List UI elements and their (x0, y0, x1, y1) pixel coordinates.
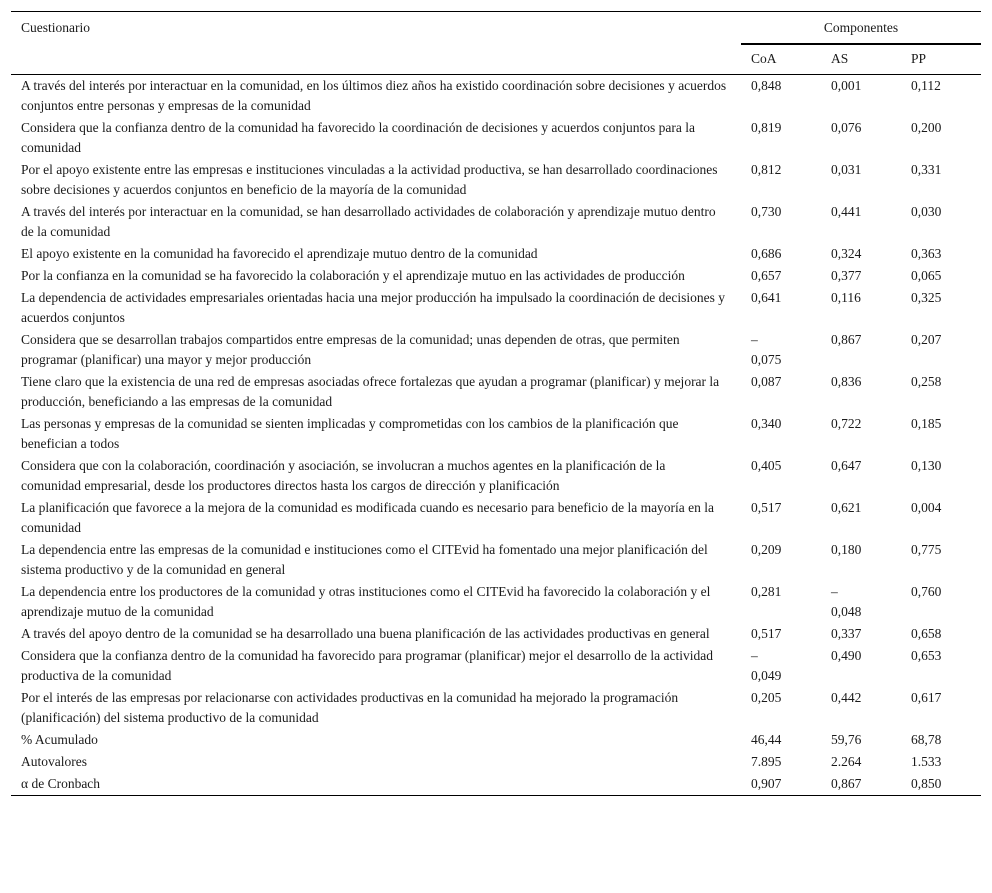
questionnaire-item: A través del apoyo dentro de la comunidad se ha desarrollado una buena planificación de las actividades productivas en general (21, 626, 710, 641)
loading-pp: 68,78 (911, 732, 942, 747)
table-row (11, 371, 981, 413)
loading-pp: 0,258 (911, 374, 942, 389)
questionnaire-item: Considera que con la colaboración, coordinación y asociación, se involucran a muchos agentes en la planificación de la comunidad empresarial, desde los productores directos hasta los cargos de dirección y planificación (21, 458, 666, 493)
questionnaire-item: A través del interés por interactuar en la comunidad, en los últimos diez años ha existido coordinación sobre decisiones y acuerdos conjuntos entre personas y empresas de la comunidad (21, 78, 727, 113)
column-header-as: AS (821, 44, 901, 75)
loading-pp: 0,775 (911, 542, 942, 557)
loading-coa: 0,205 (751, 690, 782, 705)
loading-coa: 7.895 (751, 754, 782, 769)
loading-pp: 0,130 (911, 458, 942, 473)
loading-pp: 0,200 (911, 120, 942, 135)
questionnaire-item: La dependencia entre las empresas de la comunidad e instituciones como el CITEvid ha fomentado una mejor planificación del sistema productivo y de la comunidad en general (21, 542, 708, 577)
loading-as: 0,867 (821, 773, 901, 796)
loading-coa: 0,405 (751, 458, 782, 473)
table-row (11, 117, 981, 159)
questionnaire-item: % Acumulado (21, 732, 98, 747)
loading-as: 0,180 (831, 542, 862, 557)
column-header-pp: PP (901, 44, 981, 75)
table-row (11, 243, 981, 265)
questionnaire-item: La dependencia de actividades empresariales orientadas hacia una mejor producción ha impulsado la coordinación de decisiones y acuerdos conjuntos (21, 290, 725, 325)
questionnaire-item: La dependencia entre los productores de la comunidad y otras instituciones como el CITEvid ha favorecido la colaboración y el aprendizaje mutuo de la comunidad (21, 584, 711, 619)
loading-coa: 0,686 (751, 246, 782, 261)
loading-coa: 0,517 (751, 626, 782, 641)
loading-as: 0,490 (831, 648, 862, 663)
loading-coa: 0,730 (751, 204, 782, 219)
table-row (11, 201, 981, 243)
loading-as: 0,337 (831, 626, 862, 641)
loading-pp: 1.533 (911, 754, 942, 769)
table-row (11, 581, 981, 623)
loading-as: 0,722 (831, 416, 862, 431)
loading-coa: 0,209 (751, 542, 782, 557)
loading-coa: 0,641 (751, 290, 782, 305)
loading-coa: 0,907 (741, 773, 821, 796)
loading-coa: 0,340 (751, 416, 782, 431)
loading-pp: 0,207 (911, 332, 942, 347)
loading-pp: 0,065 (911, 268, 942, 283)
loading-as: 0,867 (831, 332, 862, 347)
table-row (11, 455, 981, 497)
table-row (11, 287, 981, 329)
loading-as: 0,621 (831, 500, 862, 515)
table-row (11, 75, 981, 118)
column-header-coa: CoA (741, 44, 821, 75)
loading-pp: 0,185 (911, 416, 942, 431)
loading-coa: 46,44 (751, 732, 782, 747)
loading-pp: 0,363 (911, 246, 942, 261)
loading-pp: 0,653 (911, 648, 942, 663)
loading-coa: 0,657 (751, 268, 782, 283)
loading-as: 0,442 (831, 690, 862, 705)
loading-as: 0,001 (831, 78, 862, 93)
loading-as: 0,836 (831, 374, 862, 389)
questionnaire-item: El apoyo existente en la comunidad ha favorecido el aprendizaje mutuo dentro de la comunidad (21, 246, 538, 261)
table-subheader-row (11, 44, 981, 75)
loading-as: 2.264 (831, 754, 862, 769)
questionnaire-item: Por el apoyo existente entre las empresas e instituciones vinculadas a la actividad productiva, se han desarrollado coordinaciones sobre decisiones y acuerdos conjuntos en beneficio de la mayoría de la comunidad (21, 162, 718, 197)
loading-coa: 0,087 (751, 374, 782, 389)
loading-as: 0,441 (831, 204, 862, 219)
header-spacer (11, 44, 741, 75)
questionnaire-item: Por el interés de las empresas por relacionarse con actividades productivas en la comunidad ha mejorado la programación (planificación) del sistema productivo de la comunidad (21, 690, 679, 725)
components-header: Componentes (741, 12, 981, 45)
table-header-row (11, 12, 981, 45)
table-body (11, 75, 981, 796)
loading-coa: – 0,049 (751, 648, 782, 683)
loading-coa: – 0,075 (751, 332, 782, 367)
table-row (11, 645, 981, 687)
table-row (11, 539, 981, 581)
loading-pp: 0,760 (911, 584, 942, 599)
table-row (11, 413, 981, 455)
questionnaire-header: Cuestionario (11, 12, 741, 45)
loading-pp: 0,112 (911, 78, 941, 93)
questionnaire-item: Considera que la confianza dentro de la comunidad ha favorecido para programar (planificar) mejor el desarrollo de la actividad productiva de la comunidad (21, 648, 713, 683)
questionnaire-item: Autovalores (21, 754, 87, 769)
loading-as: 0,377 (831, 268, 862, 283)
questionnaire-item: Tiene claro que la existencia de una red de empresas asociadas ofrece fortalezas que ayudan a programar (planificar) y mejorar la producción, beneficiando a las empresas de la comunidad (21, 374, 720, 409)
table-row (11, 729, 981, 751)
table-row (11, 329, 981, 371)
table-row (11, 497, 981, 539)
loading-as: 0,647 (831, 458, 862, 473)
questionnaire-item: La planificación que favorece a la mejora de la comunidad es modificada cuando es necesario para beneficio de la mayoría en la comunidad (21, 500, 715, 535)
questionnaire-item: α de Cronbach (11, 773, 741, 796)
factor-loadings-table (11, 11, 981, 796)
table-row (11, 623, 981, 645)
questionnaire-item: Considera que la confianza dentro de la comunidad ha favorecido la coordinación de decisiones y acuerdos conjuntos para la comunidad (21, 120, 695, 155)
table-row (11, 687, 981, 729)
loading-pp: 0,617 (911, 690, 942, 705)
loading-pp: 0,004 (911, 500, 942, 515)
results-table-container (11, 11, 981, 796)
questionnaire-item: Considera que se desarrollan trabajos compartidos entre empresas de la comunidad; unas dependen de otras, que permiten programar (planificar) una mayor y mejor producción (21, 332, 680, 367)
loading-coa: 0,819 (751, 120, 782, 135)
loading-coa: 0,281 (751, 584, 782, 599)
loading-coa: 0,517 (751, 500, 782, 515)
table-row (11, 773, 981, 796)
loading-pp: 0,030 (911, 204, 942, 219)
table-row (11, 265, 981, 287)
questionnaire-item: Las personas y empresas de la comunidad se sienten implicadas y comprometidas con los cambios de la planificación que benefician a todos (21, 416, 679, 451)
loading-pp: 0,850 (901, 773, 981, 796)
loading-pp: 0,331 (911, 162, 942, 177)
table-row (11, 159, 981, 201)
loading-pp: 0,325 (911, 290, 942, 305)
loading-coa: 0,812 (751, 162, 782, 177)
loading-as: – 0,048 (831, 584, 862, 619)
questionnaire-item: Por la confianza en la comunidad se ha favorecido la colaboración y el aprendizaje mutuo en las actividades de producción (21, 268, 685, 283)
loading-pp: 0,658 (911, 626, 942, 641)
loading-as: 0,116 (831, 290, 861, 305)
loading-as: 0,076 (831, 120, 862, 135)
loading-as: 0,324 (831, 246, 862, 261)
questionnaire-item: A través del interés por interactuar en la comunidad, se han desarrollado actividades de colaboración y aprendizaje mutuo dentro de la comunidad (21, 204, 716, 239)
loading-as: 59,76 (831, 732, 862, 747)
table-row (11, 751, 981, 773)
loading-coa: 0,848 (751, 78, 782, 93)
loading-as: 0,031 (831, 162, 862, 177)
